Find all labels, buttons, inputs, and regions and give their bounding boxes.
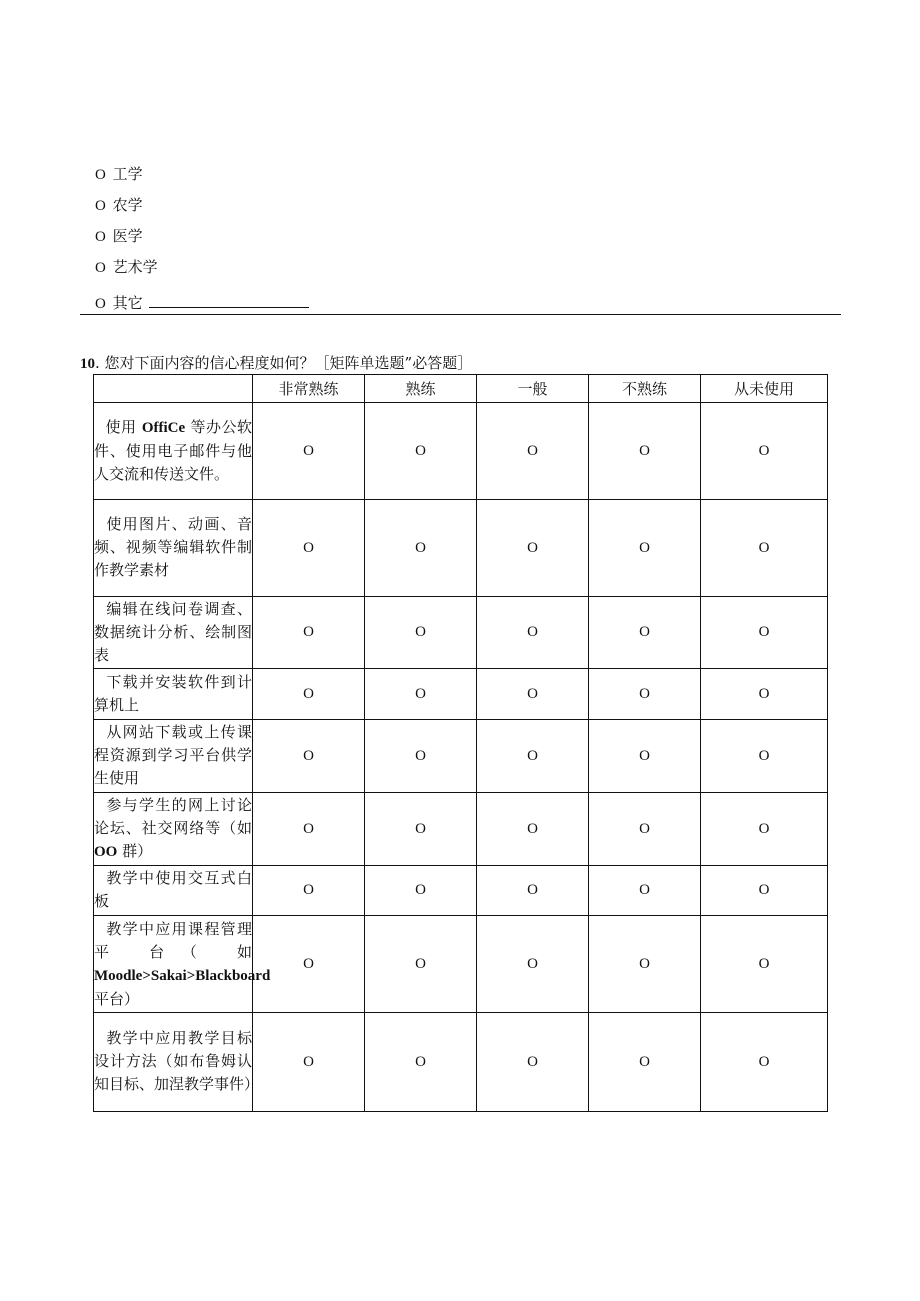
radio-button[interactable]: O bbox=[701, 866, 828, 916]
row-label-text: 下载并安装软件到计算机上 bbox=[94, 672, 252, 714]
radio-button[interactable]: O bbox=[701, 597, 828, 669]
row-label bbox=[94, 866, 253, 916]
radio-button[interactable]: O bbox=[253, 500, 365, 597]
table-row bbox=[94, 403, 828, 500]
radio-button[interactable]: O bbox=[253, 403, 365, 500]
radio-button[interactable]: O bbox=[589, 720, 701, 793]
column-header: 从未使用 bbox=[701, 375, 828, 403]
row-label-text: 使用 bbox=[105, 418, 142, 436]
row-label-text-tail: 群） bbox=[117, 842, 153, 860]
radio-button[interactable]: O bbox=[589, 597, 701, 669]
radio-button[interactable]: O bbox=[701, 916, 828, 1013]
radio-button[interactable]: O bbox=[589, 1013, 701, 1112]
row-label-text: 教学中使用交互式白板 bbox=[94, 869, 252, 910]
row-label-text: 教学中应用教学目标设计方法（如布鲁姆认知目标、加涅教学事件） bbox=[94, 1029, 260, 1093]
column-header: 非常熟练 bbox=[253, 375, 365, 403]
radio-button[interactable]: O bbox=[95, 296, 106, 312]
row-label-bold: OffiCe bbox=[141, 420, 186, 436]
radio-button[interactable]: O bbox=[589, 500, 701, 597]
row-label bbox=[94, 916, 271, 1013]
option-engineering[interactable] bbox=[95, 164, 143, 185]
row-label-text: 参与学生的网上讨论论坛、社交网络等（如 bbox=[94, 796, 252, 837]
row-label-text: 从网站下载或上传课程资源到学习平台供学生使用 bbox=[94, 723, 252, 787]
row-label-text: 教学中应用课程管理 平 台（ 如 bbox=[94, 919, 252, 961]
radio-button[interactable]: O bbox=[701, 500, 828, 597]
radio-button[interactable]: O bbox=[477, 1013, 589, 1112]
radio-button[interactable]: O bbox=[95, 198, 106, 214]
radio-button[interactable]: O bbox=[365, 403, 477, 500]
table-row bbox=[94, 793, 828, 866]
option-label: 艺术学 bbox=[112, 258, 158, 276]
table-row bbox=[94, 1013, 828, 1112]
row-label-text-tail: 平台） bbox=[94, 989, 140, 1008]
radio-button[interactable]: O bbox=[253, 720, 365, 793]
option-agriculture[interactable] bbox=[95, 195, 143, 216]
radio-button[interactable]: O bbox=[589, 403, 701, 500]
radio-button[interactable]: O bbox=[701, 403, 828, 500]
row-label-bold: Moodle>Sakai>Blackboard bbox=[94, 967, 271, 984]
radio-button[interactable]: O bbox=[477, 793, 589, 866]
radio-button[interactable]: O bbox=[365, 1013, 477, 1112]
option-label: 其它 bbox=[112, 294, 143, 312]
row-label-text: 编辑在线问卷调查、数据统计分析、绘制图表 bbox=[94, 599, 252, 664]
option-label: 医学 bbox=[112, 227, 143, 245]
radio-button[interactable]: O bbox=[365, 500, 477, 597]
radio-button[interactable]: O bbox=[477, 720, 589, 793]
radio-button[interactable]: O bbox=[477, 866, 589, 916]
radio-button[interactable]: O bbox=[253, 916, 365, 1013]
table-row bbox=[94, 916, 828, 1013]
table-row bbox=[94, 669, 828, 720]
radio-button[interactable]: O bbox=[701, 669, 828, 720]
radio-button[interactable]: O bbox=[253, 1013, 365, 1112]
option-label: 工学 bbox=[112, 165, 143, 183]
radio-button[interactable]: O bbox=[701, 793, 828, 866]
radio-button[interactable]: O bbox=[477, 597, 589, 669]
row-label bbox=[94, 597, 253, 669]
row-label-text: 使用图片、动画、音频、视频等编辑软件制作教学素材 bbox=[94, 515, 252, 579]
table-row bbox=[94, 720, 828, 793]
radio-button[interactable]: O bbox=[365, 669, 477, 720]
column-header: 熟练 bbox=[365, 375, 477, 403]
column-header-blank bbox=[94, 375, 253, 403]
radio-button[interactable]: O bbox=[95, 167, 106, 183]
question-number: 10 bbox=[80, 356, 95, 372]
radio-button[interactable]: O bbox=[253, 597, 365, 669]
radio-button[interactable]: O bbox=[365, 916, 477, 1013]
row-label bbox=[94, 793, 253, 866]
radio-button[interactable]: O bbox=[589, 916, 701, 1013]
row-label bbox=[94, 403, 253, 500]
radio-button[interactable]: O bbox=[95, 229, 106, 245]
row-label bbox=[94, 669, 253, 720]
radio-button[interactable]: O bbox=[701, 720, 828, 793]
option-medicine[interactable] bbox=[95, 226, 143, 247]
row-label bbox=[94, 500, 253, 597]
row-label bbox=[94, 720, 253, 793]
radio-button[interactable]: O bbox=[365, 866, 477, 916]
column-header: 不熟练 bbox=[589, 375, 701, 403]
option-arts[interactable] bbox=[95, 257, 158, 278]
question-text: . 您对下面内容的信心程度如何？［矩阵单选题”必答题］ bbox=[95, 354, 473, 372]
row-label bbox=[94, 1013, 260, 1112]
radio-button[interactable]: O bbox=[365, 720, 477, 793]
radio-button[interactable]: O bbox=[477, 500, 589, 597]
row-label-text-tail: 等办公软件、使用电子邮件与他人交流和传送文件。 bbox=[94, 418, 252, 483]
other-text-blank[interactable] bbox=[149, 293, 309, 308]
radio-button[interactable]: O bbox=[589, 669, 701, 720]
radio-button[interactable]: O bbox=[253, 669, 365, 720]
header-row bbox=[94, 375, 828, 403]
radio-button[interactable]: O bbox=[253, 793, 365, 866]
confidence-matrix-table bbox=[93, 374, 828, 1112]
table-row bbox=[94, 597, 828, 669]
radio-button[interactable]: O bbox=[95, 260, 106, 276]
radio-button[interactable]: O bbox=[253, 866, 365, 916]
option-label: 农学 bbox=[112, 196, 143, 214]
radio-button[interactable]: O bbox=[365, 597, 477, 669]
radio-button[interactable]: O bbox=[477, 916, 589, 1013]
table-row bbox=[94, 866, 828, 916]
radio-button[interactable]: O bbox=[589, 866, 701, 916]
radio-button[interactable]: O bbox=[589, 793, 701, 866]
table-row bbox=[94, 500, 828, 597]
radio-button[interactable]: O bbox=[477, 669, 589, 720]
radio-button[interactable]: O bbox=[365, 793, 477, 866]
radio-button[interactable]: O bbox=[477, 403, 589, 500]
column-header: 一般 bbox=[477, 375, 589, 403]
question-title bbox=[80, 353, 472, 374]
row-label-bold: OO bbox=[94, 844, 118, 860]
radio-button[interactable]: O bbox=[701, 1013, 828, 1112]
section-divider bbox=[80, 314, 841, 315]
option-other[interactable] bbox=[95, 293, 309, 314]
